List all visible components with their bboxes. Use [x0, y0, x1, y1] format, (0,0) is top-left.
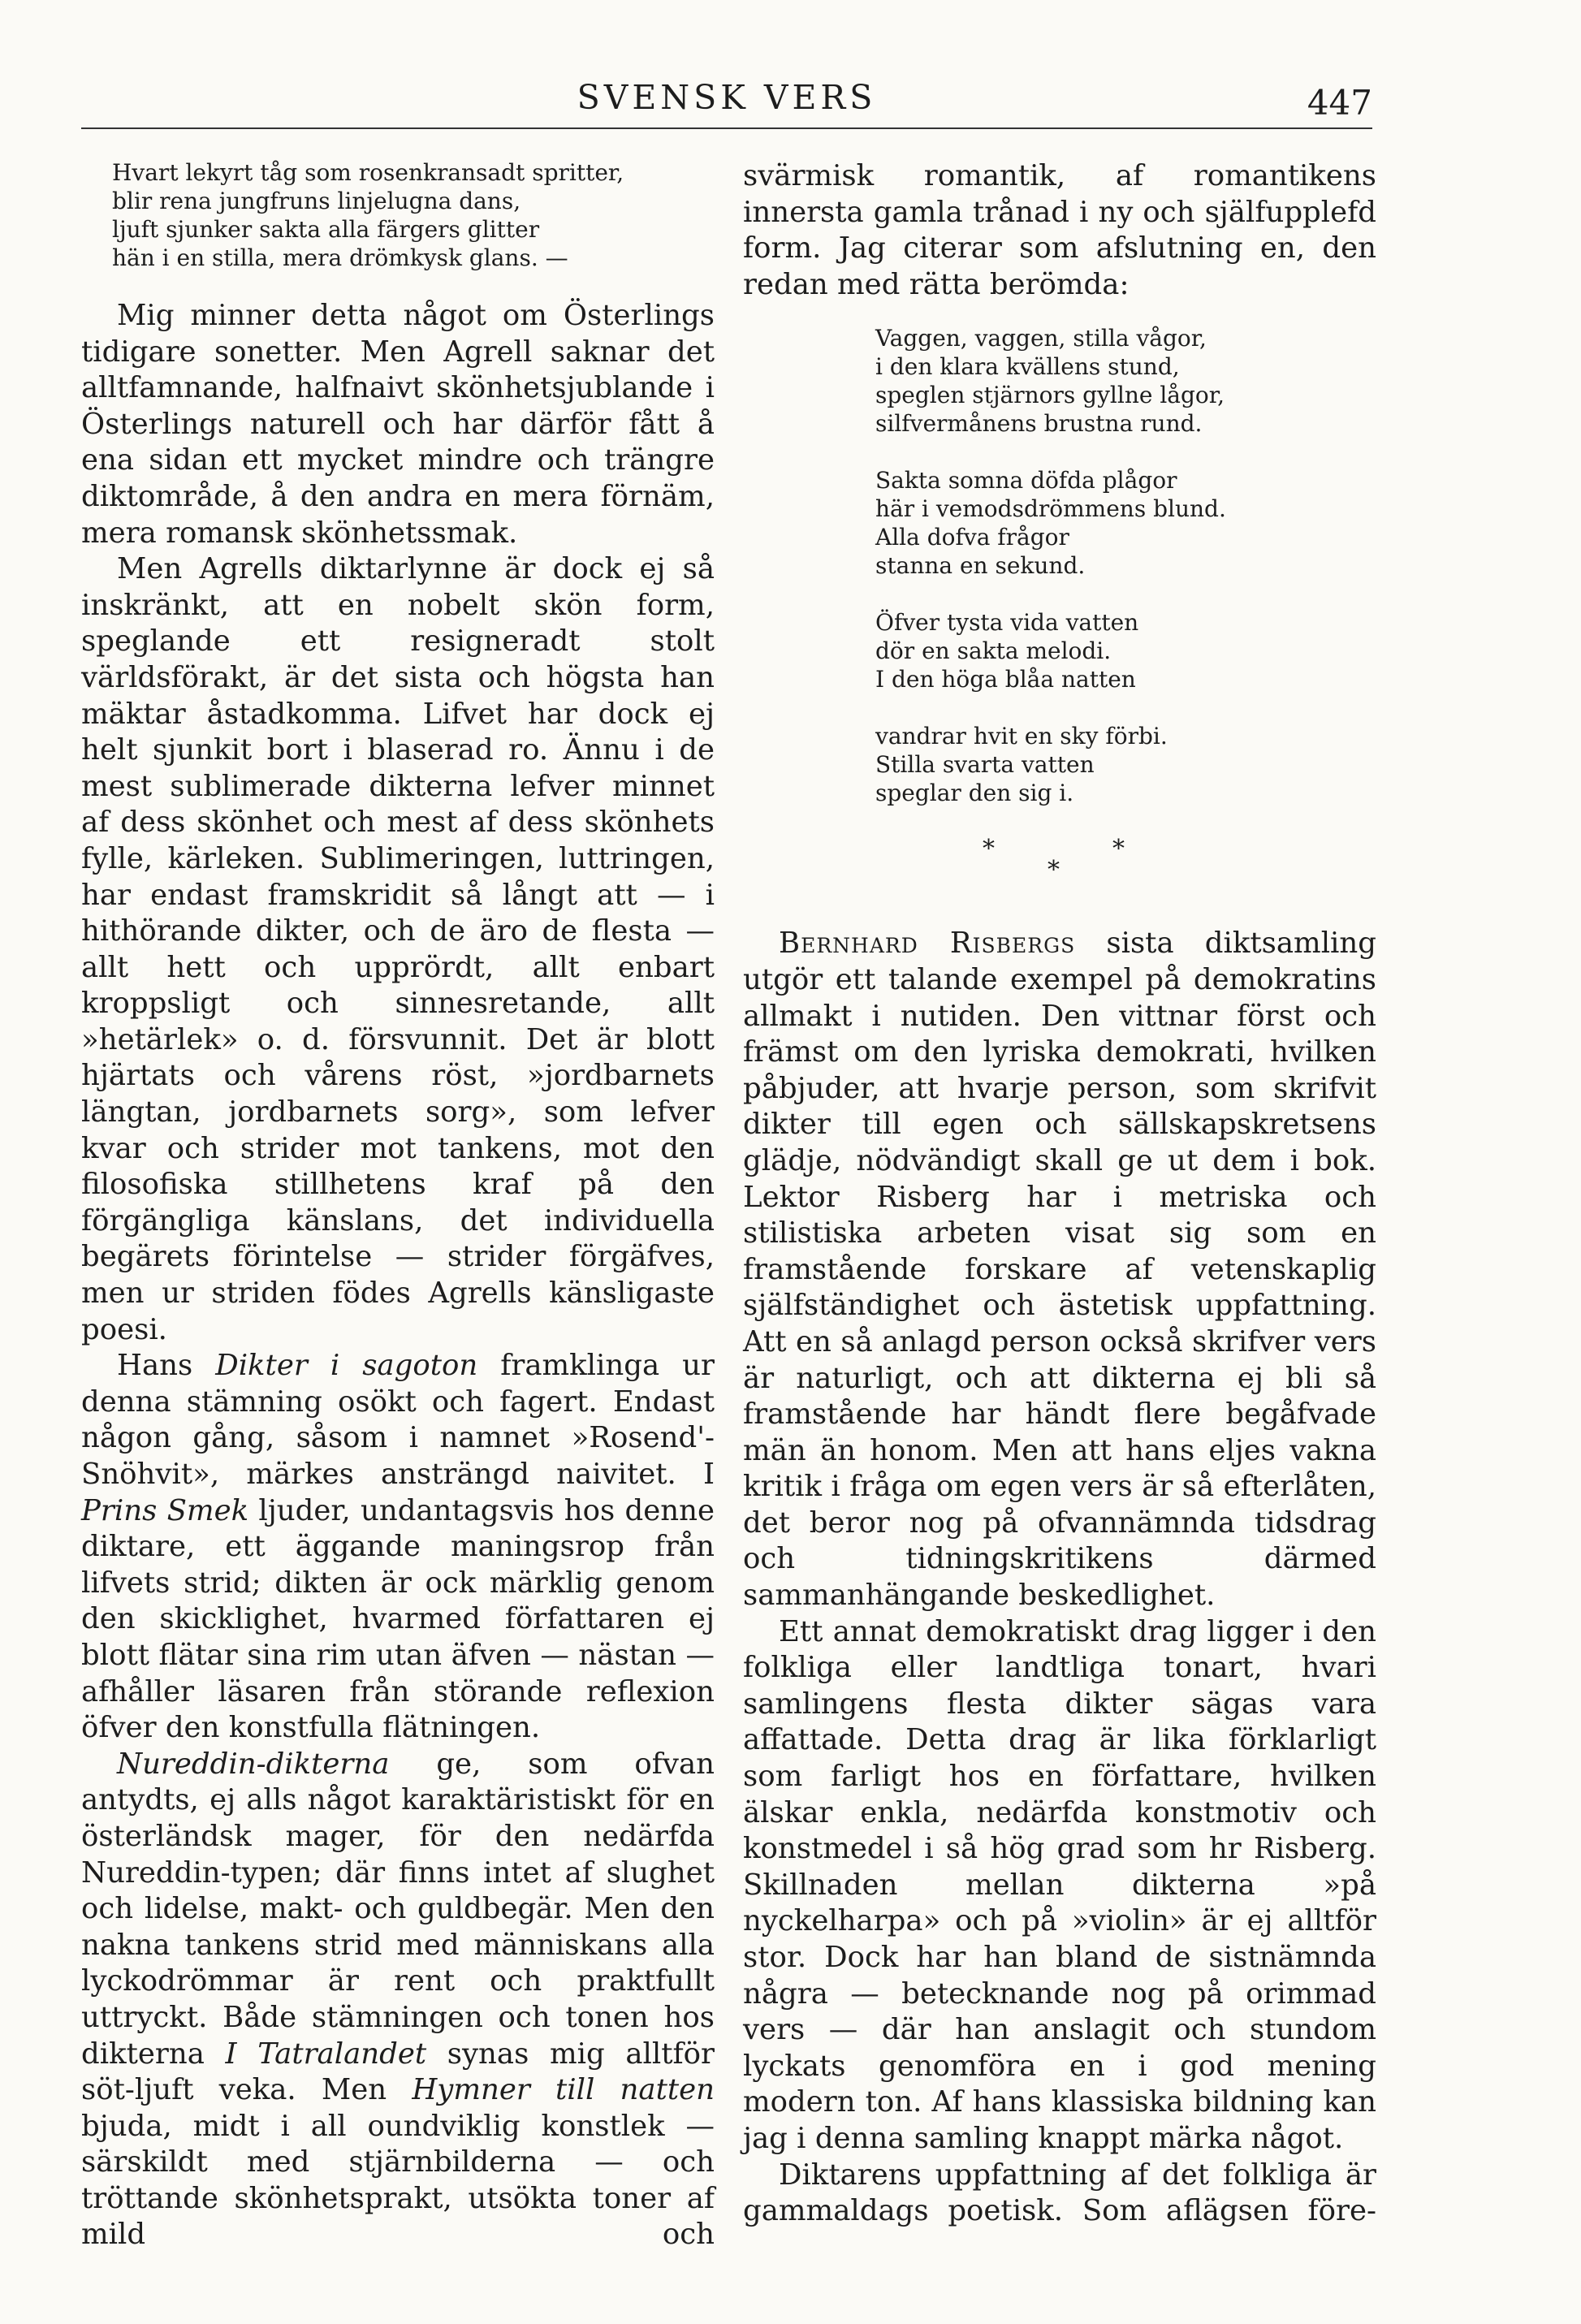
verse-line: speglar den sig i.	[875, 780, 1074, 807]
work-title: Hymner till natten	[412, 2073, 715, 2107]
asterisk: *	[1048, 856, 1060, 885]
verse-line: i den klara kvällens stund,	[875, 353, 1180, 381]
verse-line: I den höga blåa natten	[875, 666, 1136, 693]
running-title: SVENSK VERS	[577, 78, 877, 117]
verse-line: ljuft sjunker sakta alla färgers glitter	[112, 216, 540, 243]
verse-line: Sakta somna döfda plågor	[875, 467, 1177, 495]
asterisk: *	[1112, 835, 1125, 864]
verse-line: Vaggen, vaggen, stilla vågor,	[875, 325, 1207, 352]
paragraph-diktarens-uppfattning: Diktarens uppfattning af det folkliga är gammaldags poetisk. Som aflägsen före-	[743, 2158, 1376, 2228]
paragraph-nureddin: Nureddin-dikterna ge, som ofvan antydts, ej alls något karaktäristiskt för en österländsk mager, för den nedärfda Nureddin-typen; där finns intet af slughet och lidelse, makt- och guldbegär. Men den nakna tankens strid med människans alla lyckodrömmar är rent och praktfullt uttryckt. Både stämningen och tonen hos dikterna I Tatralandet synas mig alltför söt-ljuft veka. Men Hymner till natten bjuda, midt i all oundviklig konstlek — särskildt med stjärnbilderna — och tröttande skönhetsprakt, utsökta toner af mild och	[81, 1747, 715, 2252]
verse-line: blir rena jungfruns linjelugna dans,	[112, 188, 521, 214]
page-number: 447	[1307, 83, 1372, 123]
poem-stanza	[875, 324, 1376, 438]
verse-line: Öfver tysta vida vatten	[875, 609, 1139, 637]
running-header	[81, 71, 1372, 123]
paragraph-dikter-i-sagoton: Hans Dikter i sagoton framklinga ur denna stämning osökt och fagert. Endast någon gång, såsom i namnet »Rosend'-Snöhvit», märkes ansträngd naivitet. I Prins Smek ljuder, undantagsvis hos denne diktare, ett äggande maningsrop från lifvets strid; dikten är ock märklig genom den skicklighet, hvarmed författaren ej blott flätar sina rim utan äfven — nästan — afhåller läsaren från störande reflexion öfver den konstfulla flätningen.	[81, 1349, 715, 1745]
paragraph-agrell-osterling: Mig minner detta något om Österlings tidigare sonetter. Men Agrell saknar det alltfamnande, halfnaivt skönhetsjublande i Österlings naturell och har därför fått å ena sidan ett mycket mindre och trängre diktområde, å den andra en mera förnäm, mera romansk skönhetssmak.	[81, 299, 715, 550]
work-title: Dikter i sagoton	[215, 1349, 478, 1383]
poem-stanza	[875, 608, 1376, 693]
verse-line: Alla dofva frågor	[875, 524, 1069, 551]
verse-line: stanna en sekund.	[875, 552, 1086, 580]
paragraph-demokratiskt-drag: Ett annat demokratiskt drag ligger i den folkliga eller landtliga tonart, hvari samlingens flesta dikter sägas vara affattade. Detta drag är lika förklarligt som farligt hos en författare, hvilken älskar enkla, nedärfda konstmotiv och konstmedel i så hög grad som hr Risberg. Skillnaden mellan dikterna »på nyckelharpa» och på »violin» är ej alltför stor. Dock har han bland de sistnämnda några — betecknande nog på orimmad vers — där han anslagit och stundom lyckats genomföra en i god mening modern ton. Af hans klassiska bildning kan jag i denna samling knappt märka något.	[743, 1614, 1376, 2155]
work-title: I Tatralandet	[225, 2037, 427, 2071]
author-name: Bernhard Risbergs	[779, 927, 1076, 961]
paragraph-continuation: svärmisk romantik, af romantikens innersta gamla trånad i ny och själfupplefd form. Jag citerar som afslutning en, den redan med rätta berömda:	[743, 159, 1376, 301]
poem-stanza	[875, 466, 1376, 580]
verse-line: Hvart lekyrt tåg som rosenkransadt spritter,	[112, 159, 624, 186]
asterisk: *	[983, 835, 995, 864]
poem-stanza	[875, 722, 1376, 807]
left-column	[81, 158, 715, 2253]
verse-line: Stilla svarta vatten	[875, 751, 1095, 779]
verse-line: här i vemodsdrömmens blund.	[875, 495, 1226, 523]
work-title: Nureddin-dikterna	[117, 1747, 390, 1781]
verse-line: dör en sakta melodi.	[875, 637, 1112, 665]
verse-line: speglen stjärnors gyllne lågor,	[875, 382, 1225, 409]
header-rule	[81, 127, 1372, 129]
work-title: Prins Smek	[81, 1493, 249, 1527]
paragraph-agrell-diktarlynne: Men Agrells diktarlynne är dock ej så inskränkt, att en nobelt skön form, speglande ett resigneradt stolt världsförakt, är det sista och högsta han mäktar åstadkomma. Lifvet har dock ej helt sjunkit bort i blaserad ro. Ännu i de mest sublimerade dikterna lefver minnet af dess skönhet och mest af dess skönhets fylle, kärleken. Sublimeringen, luttringen, har endast framskridit så långt att — i hithörande dikter, och de äro de flesta — allt hett och upprördt, allt enbart kroppsligt och sinnesretande, allt »hetärlek» o. d. försvunnit. Det är blott hjärtats och vårens röst, »jordbarnets längtan, jordbarnets sorg», som lefver kvar och strider mot tankens, mot den filosofiska stillhetens kraf på den förgängliga känslans, det individuella begärets förintelse — strider förgäfves, men ur striden födes Agrells känsligaste poesi.	[81, 552, 715, 1346]
paragraph-risberg: Bernhard Risbergs sista diktsamling utgör ett talande exempel på demokratins allmakt i nutiden. Den vittnar först och främst om den lyriska demokrati, hvilken påbjuder, att hvarje person, som skrifvit dikter till egen och sällskapskretsens glädje, nödvändigt skall ge ut dem i bok. Lektor Risberg har i metriska och stilistiska arbeten visat sig som en framstående forskare af vetenskaplig själfständighet och ästetisk uppfattning. Att en så anlagd person också skrifver vers är naturligt, och att dikterna ej bli så framstående har händt flere begåfvade män än honom. Men att hans eljes vakna kritik i fråga om egen vers är så efterlåten, det beror nog på ofvannämnda tidsdrag och tidningskritikens därmed sammanhängande beskedlighet.	[743, 927, 1376, 1613]
right-column	[743, 158, 1376, 2230]
section-asterism	[743, 832, 1376, 896]
verse-line: silfvermånens brustna rund.	[875, 410, 1203, 438]
poem-quote	[875, 324, 1376, 807]
verse-quote	[112, 158, 715, 272]
verse-line: hän i en stilla, mera drömkysk glans. —	[112, 244, 568, 271]
verse-line: vandrar hvit en sky förbi.	[875, 723, 1168, 750]
